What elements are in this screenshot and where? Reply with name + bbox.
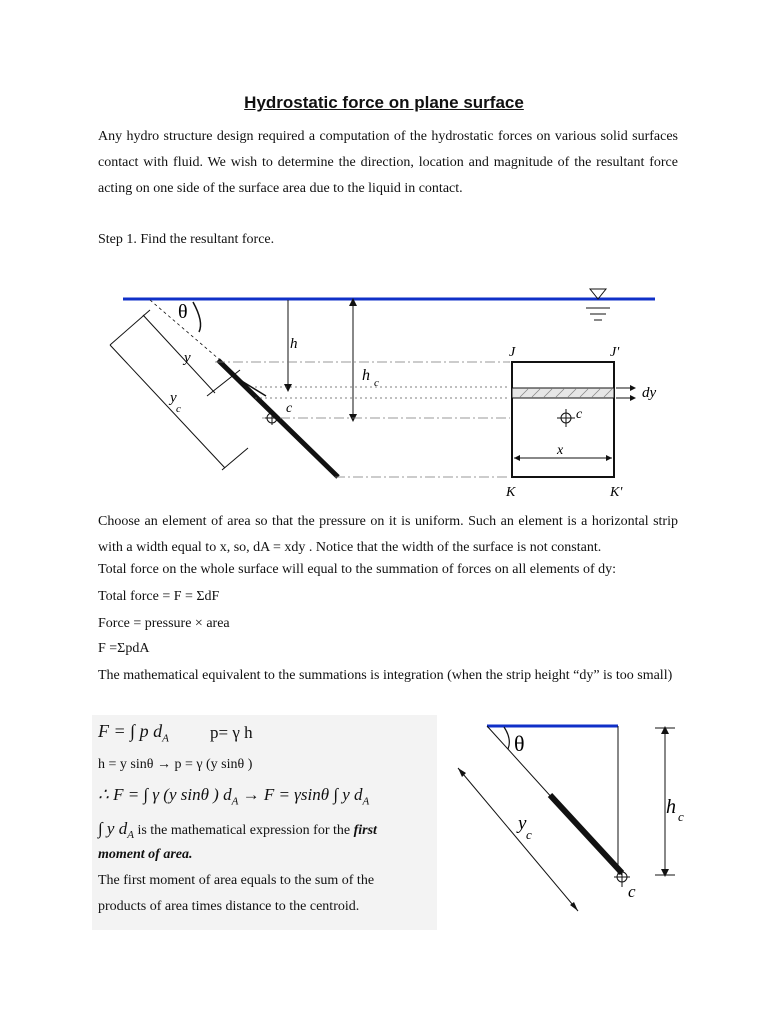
label-y: y [184,350,191,366]
element-paragraph: Choose an element of area so that the pressure on it is uniform. Such an element is a horizontal strip with a width equal to x, so, dA = xdy . Notice that the width of the surface is not constant. [98,514,678,555]
first-moment-line: ∫ y $d_A$ is the mathematical expression for the first [98,819,377,841]
page-title: Hydrostatic force on plane surface [244,93,524,112]
theta-arc [193,302,201,332]
label-x: x [557,443,564,458]
total-force-eq: Total force = F = ΣdF [98,589,220,604]
projected-area [512,362,614,477]
label-c-2: c [628,882,636,901]
force-definition: Force = pressure × area [98,616,230,631]
eq-force-integral: F = ∫ p $d_A$ [98,721,169,745]
yc-dimension-2 [458,768,578,911]
first-moment-sentence-2: products of area times distance to the centroid. [98,899,360,914]
label-theta: θ [178,301,188,323]
label-yc: y [170,390,177,406]
eq-force-expanded: ∴ F = ∫ γ (y sinθ ) $d_A \to F = \gamma\sin\theta$ ∫ y $d_A$ [98,785,370,808]
label-dy: dy [642,385,657,401]
first-moment-sentence-1: The first moment of area equals to the sum of the [98,873,375,888]
figure-centroid-depth [440,715,700,925]
label-hc: h [362,367,370,384]
yc-dimension [110,345,225,468]
eq-pressure: p= γ h [210,723,253,742]
label-c-right: c [576,407,583,422]
label-K: K [506,485,516,500]
label-hc-sub: c [374,377,379,389]
y-dimension [143,315,215,393]
moment-of-area-term: moment of area. [98,847,193,862]
force-sum-eq: F =ΣpdA [98,641,150,656]
intro-paragraph: Any hydro structure design required a computation of the hydrostatic forces on various solid surfaces contact with fluid. We wish to determine the direction, location and magnitude of the resultant force acting on one side of the surface area due to the liquid in contact. [98,129,678,196]
label-yc-2: y [518,813,527,834]
label-c-left: c [286,401,293,416]
label-yc-sub-2: c [526,827,532,842]
label-Kp: K' [610,485,623,500]
label-h: h [290,336,298,352]
label-yc-sub: c [176,403,181,415]
label-hc-2: h [666,796,676,818]
inclined-plate-2 [550,795,622,873]
step-1-heading: Step 1. Find the resultant force. [98,232,275,247]
equations-panel [92,715,437,930]
label-Jp: J' [610,345,620,360]
figure-inclined-surface [0,0,768,510]
eq-h-sin: h = y sinθ → p = γ (y sinθ ) [98,757,253,772]
free-surface-symbol [586,289,610,320]
total-force-text: Total force on the whole surface will equal to the summation of forces on all elements of dy: [98,562,617,577]
label-hc-sub-2: c [678,809,684,824]
label-theta-2: θ [514,731,525,756]
integration-paragraph: The mathematical equivalent to the summations is integration (when the strip height “dy” is too small) [98,668,673,683]
label-J: J [509,345,516,360]
